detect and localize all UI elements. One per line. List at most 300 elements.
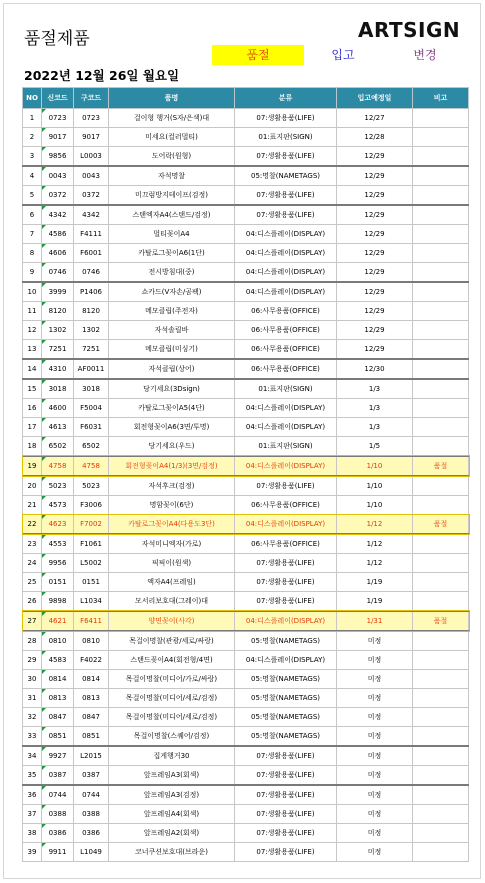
row-no: 28 xyxy=(23,631,42,651)
row-note xyxy=(413,359,469,379)
row-new-code: 0151 xyxy=(42,573,74,592)
row-category: 07:생활용품(LIFE) xyxy=(235,746,337,766)
row-category: 05:명찰(NAMETAGS) xyxy=(235,631,337,651)
row-new-code: 9927 xyxy=(42,746,74,766)
row-note xyxy=(413,282,469,302)
row-name: 자석클립(상어) xyxy=(109,359,235,379)
row-new-code: 9911 xyxy=(42,843,74,862)
row-no: 5 xyxy=(23,186,42,206)
row-old-code: 0814 xyxy=(74,670,109,689)
row-note xyxy=(413,496,469,515)
row-eta: 12/29 xyxy=(337,340,413,360)
row-eta: 12/29 xyxy=(337,166,413,186)
row-eta: 12/29 xyxy=(337,263,413,283)
row-eta: 1/3 xyxy=(337,379,413,399)
row-name: 당기세요(우드) xyxy=(109,437,235,457)
row-no: 29 xyxy=(23,651,42,670)
row-name: 목걸이명찰(스퀘어/검정) xyxy=(109,727,235,747)
row-new-code: 0744 xyxy=(42,785,74,805)
table-row xyxy=(23,611,469,631)
row-old-code: 7251 xyxy=(74,340,109,360)
row-no: 15 xyxy=(23,379,42,399)
row-category: 05:명찰(NAMETAGS) xyxy=(235,166,337,186)
row-old-code: F4022 xyxy=(74,651,109,670)
row-eta: 12/29 xyxy=(337,186,413,206)
row-old-code: L1049 xyxy=(74,843,109,862)
col-header-eta: 입고예정일 xyxy=(337,88,413,109)
row-no: 2 xyxy=(23,128,42,147)
row-name: 카탈로그꽂이A6(1단) xyxy=(109,244,235,263)
row-eta: 12/29 xyxy=(337,205,413,225)
row-old-code: F6411 xyxy=(74,611,109,631)
row-eta: 1/12 xyxy=(337,534,413,554)
row-new-code: 0387 xyxy=(42,766,74,786)
row-note xyxy=(413,766,469,786)
row-eta: 12/27 xyxy=(337,109,413,128)
row-name: 미끄럼방지테이프(검정) xyxy=(109,186,235,206)
row-eta: 1/3 xyxy=(337,399,413,418)
row-new-code: 9856 xyxy=(42,147,74,167)
row-old-code: 0723 xyxy=(74,109,109,128)
row-eta: 미정 xyxy=(337,824,413,843)
table-row xyxy=(23,109,469,128)
row-new-code: 4623 xyxy=(42,515,74,535)
row-eta: 12/29 xyxy=(337,244,413,263)
row-no: 37 xyxy=(23,805,42,824)
row-old-code: 0813 xyxy=(74,689,109,708)
row-note xyxy=(413,147,469,167)
row-category: 01:표지판(SIGN) xyxy=(235,128,337,147)
row-no: 13 xyxy=(23,340,42,360)
row-no: 7 xyxy=(23,225,42,244)
row-old-code: 0810 xyxy=(74,631,109,651)
table-row xyxy=(23,746,469,766)
row-name: 카탈로그꽂이A5(4단) xyxy=(109,399,235,418)
row-category: 05:명찰(NAMETAGS) xyxy=(235,670,337,689)
row-new-code: 7251 xyxy=(42,340,74,360)
row-eta: 1/19 xyxy=(337,592,413,612)
row-no: 31 xyxy=(23,689,42,708)
row-old-code: L1034 xyxy=(74,592,109,612)
row-new-code: 0810 xyxy=(42,631,74,651)
row-name: 앞프레임A4(회색) xyxy=(109,805,235,824)
row-category: 06:사무용품(OFFICE) xyxy=(235,359,337,379)
row-old-code: 0386 xyxy=(74,824,109,843)
row-name: 당기세요(3Dsign) xyxy=(109,379,235,399)
row-no: 14 xyxy=(23,359,42,379)
row-eta: 1/12 xyxy=(337,554,413,573)
table-row xyxy=(23,205,469,225)
row-eta: 1/3 xyxy=(337,418,413,437)
row-no: 16 xyxy=(23,399,42,418)
row-new-code: 0851 xyxy=(42,727,74,747)
table-row xyxy=(23,515,469,535)
row-no: 10 xyxy=(23,282,42,302)
row-note xyxy=(413,631,469,651)
row-category: 06:사무용품(OFFICE) xyxy=(235,302,337,321)
row-new-code: 1302 xyxy=(42,321,74,340)
col-header-category: 분류 xyxy=(235,88,337,109)
row-old-code: 3018 xyxy=(74,379,109,399)
row-new-code: 0386 xyxy=(42,824,74,843)
table-row xyxy=(23,805,469,824)
row-name: 스탠엑자A4(스탠드/검정) xyxy=(109,205,235,225)
row-name: 집게행거30 xyxy=(109,746,235,766)
row-new-code: 4606 xyxy=(42,244,74,263)
row-note xyxy=(413,437,469,457)
col-header-name: 품명 xyxy=(109,88,235,109)
row-old-code: 0043 xyxy=(74,166,109,186)
row-name: 회전형꽂이A4(1/3)(3면/검정) xyxy=(109,456,235,476)
row-no: 4 xyxy=(23,166,42,186)
table-row xyxy=(23,824,469,843)
row-new-code: 3999 xyxy=(42,282,74,302)
row-no: 21 xyxy=(23,496,42,515)
table-row xyxy=(23,263,469,283)
row-note xyxy=(413,592,469,612)
row-no: 34 xyxy=(23,746,42,766)
row-eta: 1/5 xyxy=(337,437,413,457)
row-eta: 12/30 xyxy=(337,359,413,379)
row-note xyxy=(413,843,469,862)
row-name: 자석미니엑자(가로) xyxy=(109,534,235,554)
row-name: 자석솔릴바 xyxy=(109,321,235,340)
row-eta: 미정 xyxy=(337,651,413,670)
row-new-code: 4573 xyxy=(42,496,74,515)
row-old-code: 6502 xyxy=(74,437,109,457)
row-eta: 12/28 xyxy=(337,128,413,147)
row-note xyxy=(413,824,469,843)
row-note xyxy=(413,302,469,321)
artsign-logo: ARTSIGN xyxy=(358,18,461,42)
row-category: 07:생활용품(LIFE) xyxy=(235,824,337,843)
row-no: 19 xyxy=(23,456,42,476)
col-header-no: NO xyxy=(23,88,42,109)
row-old-code: F6001 xyxy=(74,244,109,263)
row-eta: 12/29 xyxy=(337,282,413,302)
sheet xyxy=(3,3,481,879)
row-eta: 1/10 xyxy=(337,496,413,515)
row-category: 04:디스플레이(DISPLAY) xyxy=(235,244,337,263)
row-new-code: 0814 xyxy=(42,670,74,689)
row-old-code: 0746 xyxy=(74,263,109,283)
row-old-code: F6031 xyxy=(74,418,109,437)
nav-soldout-button[interactable]: 품절 xyxy=(212,45,304,65)
row-eta: 1/10 xyxy=(337,476,413,496)
row-no: 33 xyxy=(23,727,42,747)
row-old-code: 5023 xyxy=(74,476,109,496)
row-new-code: 0723 xyxy=(42,109,74,128)
row-no: 18 xyxy=(23,437,42,457)
row-category: 07:생활용품(LIFE) xyxy=(235,476,337,496)
row-eta: 미정 xyxy=(337,708,413,727)
row-no: 9 xyxy=(23,263,42,283)
row-category: 07:생활용품(LIFE) xyxy=(235,205,337,225)
row-note xyxy=(413,263,469,283)
row-note xyxy=(413,727,469,747)
row-no: 32 xyxy=(23,708,42,727)
page-title: 품절제품 xyxy=(24,29,90,49)
row-no: 23 xyxy=(23,534,42,554)
row-new-code: 4600 xyxy=(42,399,74,418)
row-name: 자석명찰 xyxy=(109,166,235,186)
table-row xyxy=(23,727,469,747)
row-category: 05:명찰(NAMETAGS) xyxy=(235,708,337,727)
row-old-code: 4342 xyxy=(74,205,109,225)
row-category: 07:생활용품(LIFE) xyxy=(235,843,337,862)
row-category: 04:디스플레이(DISPLAY) xyxy=(235,611,337,631)
table-row xyxy=(23,496,469,515)
table-row xyxy=(23,670,469,689)
row-note: 품절 xyxy=(413,515,469,535)
row-note: 품절 xyxy=(413,456,469,476)
row-new-code: 4553 xyxy=(42,534,74,554)
row-old-code: 1302 xyxy=(74,321,109,340)
row-category: 07:생활용품(LIFE) xyxy=(235,766,337,786)
row-new-code: 0388 xyxy=(42,805,74,824)
row-no: 22 xyxy=(23,515,42,535)
row-note xyxy=(413,379,469,399)
row-category: 01:표지판(SIGN) xyxy=(235,437,337,457)
report-date: 2022년 12월 26일 월요일 xyxy=(24,68,180,83)
table-row xyxy=(23,379,469,399)
table-header-row xyxy=(23,88,469,109)
row-category: 04:디스플레이(DISPLAY) xyxy=(235,225,337,244)
row-name: 모서리보호대(그레이)대 xyxy=(109,592,235,612)
row-old-code: 0744 xyxy=(74,785,109,805)
row-new-code: 0043 xyxy=(42,166,74,186)
row-note xyxy=(413,534,469,554)
row-new-code: 0847 xyxy=(42,708,74,727)
row-new-code: 9017 xyxy=(42,128,74,147)
table-row xyxy=(23,592,469,612)
table-row xyxy=(23,399,469,418)
row-new-code: 0813 xyxy=(42,689,74,708)
row-note xyxy=(413,340,469,360)
row-eta: 미정 xyxy=(337,785,413,805)
row-old-code: 0388 xyxy=(74,805,109,824)
row-old-code: F5004 xyxy=(74,399,109,418)
row-no: 38 xyxy=(23,824,42,843)
row-old-code: AF0011 xyxy=(74,359,109,379)
table-row xyxy=(23,573,469,592)
table-row xyxy=(23,437,469,457)
table-row xyxy=(23,128,469,147)
row-note: 품절 xyxy=(413,611,469,631)
row-no: 26 xyxy=(23,592,42,612)
row-note xyxy=(413,554,469,573)
row-note xyxy=(413,399,469,418)
row-category: 07:생활용품(LIFE) xyxy=(235,573,337,592)
nav-incoming-button[interactable]: 입고 xyxy=(331,48,355,62)
row-eta: 미정 xyxy=(337,746,413,766)
row-eta: 1/31 xyxy=(337,611,413,631)
row-note xyxy=(413,689,469,708)
row-name: 메모클립(주전자) xyxy=(109,302,235,321)
row-old-code: 0387 xyxy=(74,766,109,786)
row-old-code: 0151 xyxy=(74,573,109,592)
row-old-code: F3006 xyxy=(74,496,109,515)
row-old-code: F1061 xyxy=(74,534,109,554)
table-row xyxy=(23,708,469,727)
row-category: 07:생활용품(LIFE) xyxy=(235,592,337,612)
col-header-old-code: 구코드 xyxy=(74,88,109,109)
row-no: 17 xyxy=(23,418,42,437)
row-name: 액자A4(프레임) xyxy=(109,573,235,592)
row-note xyxy=(413,746,469,766)
table-row xyxy=(23,534,469,554)
table-row xyxy=(23,225,469,244)
row-new-code: 4310 xyxy=(42,359,74,379)
row-no: 36 xyxy=(23,785,42,805)
row-category: 04:디스플레이(DISPLAY) xyxy=(235,399,337,418)
table-row xyxy=(23,689,469,708)
row-new-code: 4613 xyxy=(42,418,74,437)
row-eta: 미정 xyxy=(337,689,413,708)
table-row xyxy=(23,785,469,805)
row-no: 3 xyxy=(23,147,42,167)
table-row xyxy=(23,631,469,651)
row-note xyxy=(413,573,469,592)
row-name: 앞프레임A3(검정) xyxy=(109,785,235,805)
table-row xyxy=(23,554,469,573)
row-eta: 12/29 xyxy=(337,225,413,244)
row-old-code: 8120 xyxy=(74,302,109,321)
row-note xyxy=(413,109,469,128)
row-name: 목걸이명찰(미디어/세로/검정) xyxy=(109,689,235,708)
row-category: 07:생활용품(LIFE) xyxy=(235,147,337,167)
row-category: 04:디스플레이(DISPLAY) xyxy=(235,282,337,302)
table-row xyxy=(23,766,469,786)
row-note xyxy=(413,418,469,437)
soldout-table xyxy=(22,87,469,862)
row-note xyxy=(413,186,469,206)
row-name: 앞프레임A2(회색) xyxy=(109,824,235,843)
table-row xyxy=(23,651,469,670)
row-note xyxy=(413,205,469,225)
row-note xyxy=(413,670,469,689)
table-row xyxy=(23,476,469,496)
row-eta: 미정 xyxy=(337,631,413,651)
row-name: 스탠드꽂이A4(회전형/4면) xyxy=(109,651,235,670)
row-name: 코너쿠션보호대(브라운) xyxy=(109,843,235,862)
row-name: 전시방침대(중) xyxy=(109,263,235,283)
row-no: 24 xyxy=(23,554,42,573)
row-name: 쇼카드(V자손/곰팩) xyxy=(109,282,235,302)
row-name: 멀티꽂이A4 xyxy=(109,225,235,244)
row-new-code: 4621 xyxy=(42,611,74,631)
row-old-code: 0851 xyxy=(74,727,109,747)
row-new-code: 0746 xyxy=(42,263,74,283)
table-row xyxy=(23,359,469,379)
row-old-code: 0372 xyxy=(74,186,109,206)
table-row xyxy=(23,186,469,206)
row-eta: 12/29 xyxy=(337,302,413,321)
row-old-code: 4758 xyxy=(74,456,109,476)
row-no: 25 xyxy=(23,573,42,592)
nav-change-button[interactable]: 변경 xyxy=(413,48,437,62)
row-note xyxy=(413,651,469,670)
row-new-code: 4758 xyxy=(42,456,74,476)
table-row xyxy=(23,843,469,862)
table-row xyxy=(23,340,469,360)
row-name: 미세요(컬러멀티) xyxy=(109,128,235,147)
row-note xyxy=(413,128,469,147)
row-eta: 12/29 xyxy=(337,321,413,340)
row-no: 35 xyxy=(23,766,42,786)
row-note xyxy=(413,166,469,186)
row-category: 06:사무용품(OFFICE) xyxy=(235,534,337,554)
row-name: 회전형꽂이A6(3면/투명) xyxy=(109,418,235,437)
row-note xyxy=(413,476,469,496)
row-name: 도어락(원형) xyxy=(109,147,235,167)
row-name: 걸이형 행거(S자/은색)대 xyxy=(109,109,235,128)
row-eta: 미정 xyxy=(337,670,413,689)
row-category: 04:디스플레이(DISPLAY) xyxy=(235,651,337,670)
row-old-code: 9017 xyxy=(74,128,109,147)
row-name: 목걸이명찰(미디어/세로/검정) xyxy=(109,708,235,727)
row-no: 1 xyxy=(23,109,42,128)
row-old-code: L2015 xyxy=(74,746,109,766)
row-category: 07:생활용품(LIFE) xyxy=(235,554,337,573)
row-eta: 미정 xyxy=(337,766,413,786)
row-no: 39 xyxy=(23,843,42,862)
row-new-code: 5023 xyxy=(42,476,74,496)
row-note xyxy=(413,785,469,805)
col-header-new-code: 신코드 xyxy=(42,88,74,109)
row-category: 07:생활용품(LIFE) xyxy=(235,109,337,128)
row-new-code: 4586 xyxy=(42,225,74,244)
col-header-note: 비고 xyxy=(413,88,469,109)
row-name: 카탈로그꽂이A4(다용도3단) xyxy=(109,515,235,535)
row-new-code: 0372 xyxy=(42,186,74,206)
row-category: 05:명찰(NAMETAGS) xyxy=(235,727,337,747)
table-row xyxy=(23,321,469,340)
table-row xyxy=(23,456,469,476)
row-old-code: L0003 xyxy=(74,147,109,167)
row-no: 30 xyxy=(23,670,42,689)
row-note xyxy=(413,708,469,727)
row-new-code: 6502 xyxy=(42,437,74,457)
row-eta: 1/19 xyxy=(337,573,413,592)
row-name: 목걸이명찰(관광/세로/싸랑) xyxy=(109,631,235,651)
row-category: 07:생활용품(LIFE) xyxy=(235,805,337,824)
row-name: 픽픽이(원색) xyxy=(109,554,235,573)
row-name: 앞프레임A3(회색) xyxy=(109,766,235,786)
row-new-code: 9898 xyxy=(42,592,74,612)
row-new-code: 4342 xyxy=(42,205,74,225)
row-note xyxy=(413,805,469,824)
row-eta: 1/12 xyxy=(337,515,413,535)
table-row xyxy=(23,418,469,437)
row-note xyxy=(413,225,469,244)
row-old-code: P1406 xyxy=(74,282,109,302)
row-category: 04:디스플레이(DISPLAY) xyxy=(235,515,337,535)
row-category: 05:명찰(NAMETAGS) xyxy=(235,689,337,708)
row-no: 27 xyxy=(23,611,42,631)
row-name: 양면꽂이(사각) xyxy=(109,611,235,631)
row-category: 04:디스플레이(DISPLAY) xyxy=(235,418,337,437)
row-eta: 미정 xyxy=(337,727,413,747)
table-row xyxy=(23,166,469,186)
row-no: 6 xyxy=(23,205,42,225)
row-category: 07:생활용품(LIFE) xyxy=(235,186,337,206)
row-old-code: F7002 xyxy=(74,515,109,535)
table-row xyxy=(23,282,469,302)
table-row xyxy=(23,147,469,167)
row-eta: 미정 xyxy=(337,843,413,862)
row-category: 06:사무용품(OFFICE) xyxy=(235,321,337,340)
